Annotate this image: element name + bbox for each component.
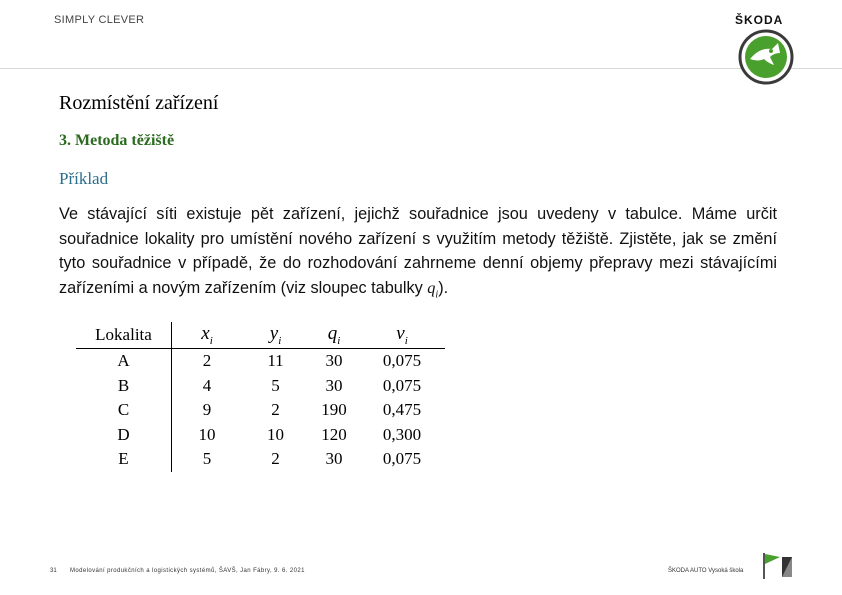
header-lokalita: Lokalita [76,322,172,349]
cell-v: 0,075 [382,449,422,469]
table-row [76,398,445,423]
table-row [76,447,445,472]
cell-q: 190 [321,400,347,420]
cell-y: 2 [271,449,280,469]
variable-q: $q_i$ [427,277,439,300]
problem-text-end: ). [438,278,449,297]
table-row [76,423,445,448]
cell-q: 30 [325,351,343,371]
cell-location: C [76,398,172,423]
problem-statement [59,202,777,307]
slide-subtitle: 3. Metoda těžiště [59,132,175,149]
brand-name: ŠKODA [735,13,784,27]
section-label: Příklad [59,169,109,188]
cell-y: 11 [267,351,284,371]
header-divider [0,68,842,69]
header-x: $x_i$ [172,322,243,349]
header-v: $v_i$ [359,322,445,349]
cell-v: 0,475 [382,400,422,420]
cell-location: E [76,447,172,472]
cell-v: 0,300 [382,424,422,444]
header-q: $q_i$ [309,322,359,349]
table-row [76,374,445,399]
table-row [76,349,445,374]
school-flag-icon [760,551,794,581]
page-number: 31 [50,568,57,574]
cell-x: 4 [202,375,212,395]
cell-location: A [76,349,172,374]
skoda-winged-arrow-icon [738,29,794,85]
cell-location: B [76,374,172,399]
problem-text: Ve stávající síti existuje pět zařízení, jejichž souřadnice jsou uvedeny v tabulce. Máme určit souřadnice lokality pro umístění nového zařízení s využitím metody těžiště. Zjistěte, jak se změní tyto souřadnice v případě, že do rozhodování zahrneme denní objemy přepravy mezi stávajícími zařízeními a novým zařízením (viz sloupec tabulky [59,205,777,297]
cell-v: 0,075 [382,351,422,371]
cell-y: 5 [271,375,280,395]
cell-v: 0,075 [382,375,422,395]
cell-x: 5 [202,449,212,469]
locations-table [76,322,445,472]
tagline: SIMPLY CLEVER [54,14,145,26]
slide-title: Rozmístění zařízení [59,92,219,114]
school-name: ŠKODA AUTO Vysoká škola [668,568,744,574]
cell-q: 120 [321,424,347,444]
cell-q: 30 [325,375,343,395]
cell-y: 2 [271,400,280,420]
cell-x: 9 [202,400,212,420]
cell-q: 30 [325,449,343,469]
cell-x: 2 [202,351,212,371]
footer-caption: Modelování produkčních a logistických systémů, ŠAVŠ, Jan Fábry, 9. 6. 2021 [70,568,305,574]
cell-location: D [76,423,172,448]
cell-x: 10 [198,424,216,444]
header-y: $y_i$ [242,322,309,349]
table-header-row [76,322,445,349]
cell-y: 10 [267,424,284,444]
